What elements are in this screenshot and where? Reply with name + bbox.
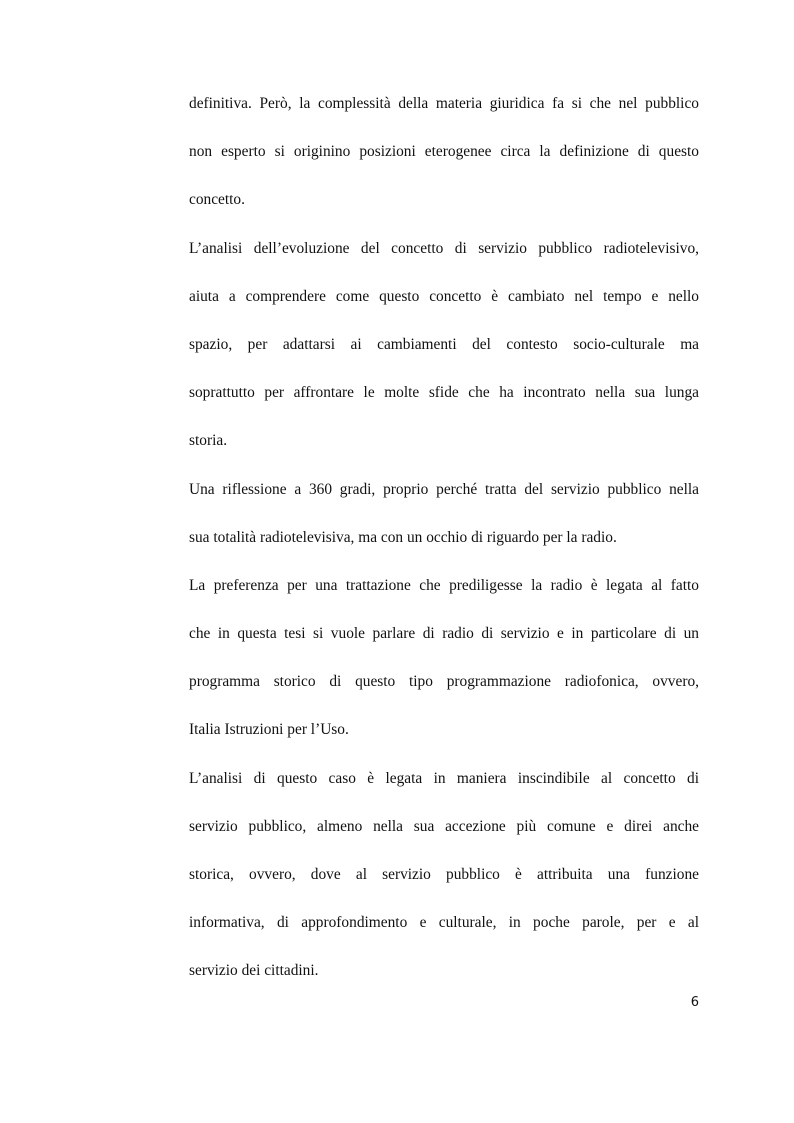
text-line: storica, ovvero, dove al servizio pubblico è attribuita una funzione — [189, 866, 699, 883]
text-line: L’analisi di questo caso è legata in maniera inscindibile al concetto di — [189, 769, 699, 787]
text-line: servizio dei cittadini. — [189, 962, 319, 980]
text-line: spazio, per adattarsi ai cambiamenti del contesto socio-culturale ma — [189, 335, 699, 353]
text-line: Italia Istruzioni per l’Uso. — [189, 721, 349, 739]
text-line: aiuta a comprendere come questo concetto è cambiato nel tempo e nello — [189, 287, 699, 305]
text-line: L’analisi dell’evoluzione del concetto di servizio pubblico radiotelevisivo, — [189, 239, 699, 257]
text-line: sua totalità radiotelevisiva, ma con un occhio di riguardo per la radio. — [189, 528, 617, 546]
text-line: Una riflessione a 360 gradi, proprio perché tratta del servizio pubblico nella — [189, 480, 699, 498]
body-text — [189, 90, 699, 1006]
text-line: servizio pubblico, almeno nella sua accezione più comune e direi anche — [189, 817, 699, 835]
text-line: non esperto si originino posizioni eterogenee circa la definizione di questo — [189, 143, 699, 161]
text-line: concetto. — [189, 191, 245, 209]
text-line: definitiva. Però, la complessità della materia giuridica fa si che nel pubblico — [189, 95, 699, 112]
text-line: programma storico di questo tipo programmazione radiofonica, ovvero, — [189, 673, 699, 691]
text-line: informativa, di approfondimento e culturale, in poche parole, per e al — [189, 914, 699, 932]
text-line: La preferenza per una trattazione che prediligesse la radio è legata al fatto — [189, 576, 699, 594]
page-number: 6 — [690, 995, 699, 1010]
text-line: storia. — [189, 432, 228, 450]
text-line: che in questa tesi si vuole parlare di radio di servizio e in particolare di un — [189, 625, 699, 643]
text-line: soprattutto per affrontare le molte sfide che ha incontrato nella sua lunga — [189, 384, 699, 402]
